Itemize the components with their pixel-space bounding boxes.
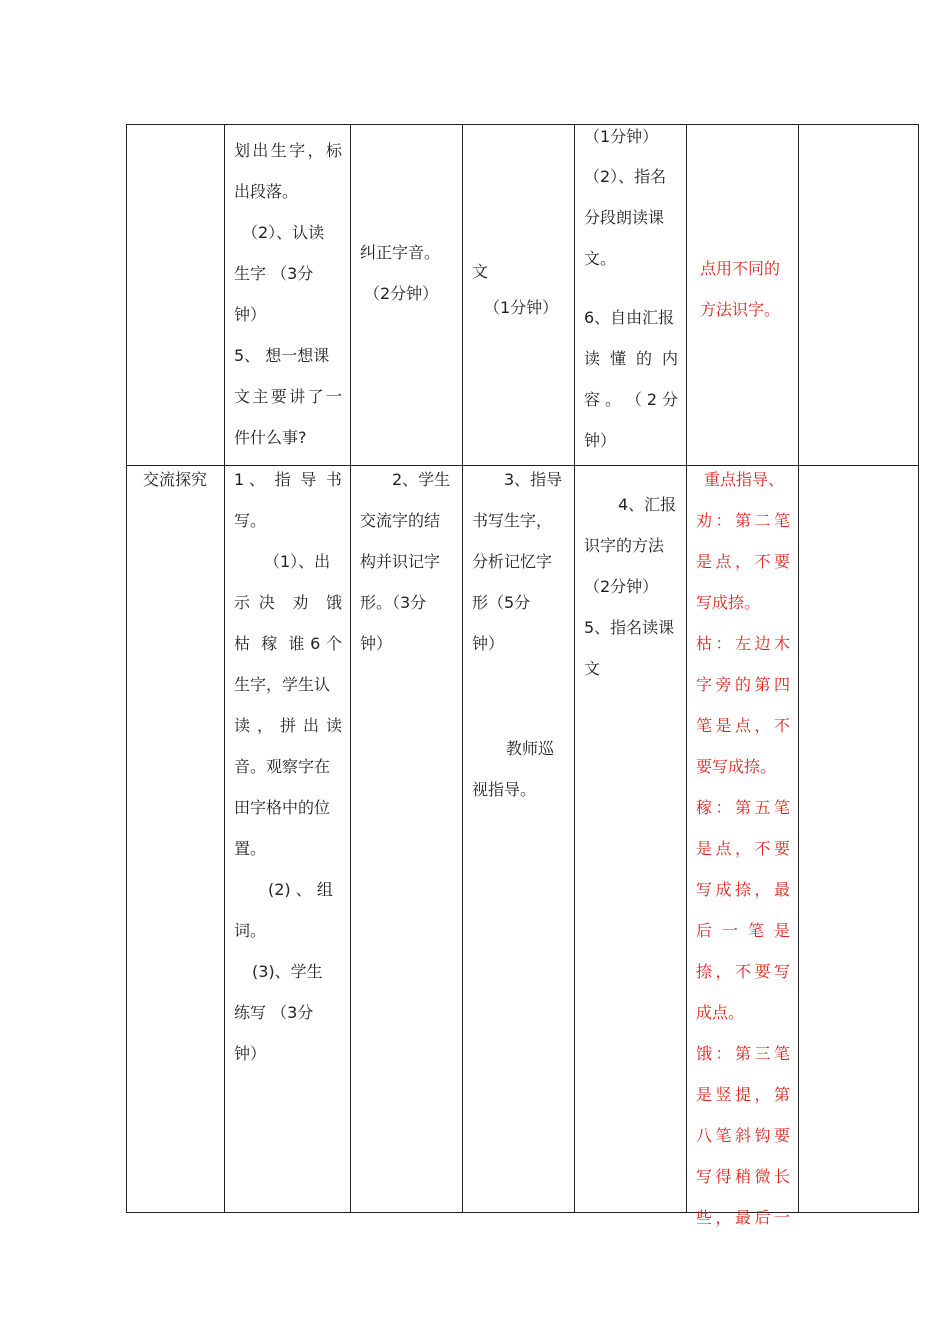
cell-line: 是 点 ， 不 要 (696, 839, 790, 858)
cell-line: 是 竖 提 ， 第 (696, 1085, 790, 1104)
cell-line: 4、汇报 (618, 495, 677, 514)
cell-line: 文。 (584, 249, 617, 268)
cell-line: 劝 ： 第 二 笔 (696, 511, 790, 530)
cell-line: 构并识记字 (360, 552, 441, 571)
cell-line: （2分钟） (364, 284, 439, 303)
cell-line: 形（5分 (472, 593, 531, 612)
row2-col3-cell (360, 459, 456, 664)
cell-line: （1分钟） (484, 298, 559, 317)
cell-line: 八 笔 斜 钩 要 (696, 1126, 790, 1145)
cell-line: 后 一 笔 是 (696, 921, 790, 940)
cell-line: 视指导。 (472, 780, 537, 799)
row1-col2-cell (234, 130, 342, 458)
cell-line: 钟） (234, 1044, 267, 1063)
column-divider (686, 124, 687, 1213)
column-divider (224, 124, 225, 1213)
cell-line: 钟） (472, 634, 505, 653)
column-divider (126, 124, 127, 1213)
cell-line: 生字 （3分 (234, 264, 314, 283)
cell-line: 捺 ， 不 要 写 (696, 962, 790, 981)
cell-line: 纠正字音。 (360, 243, 441, 262)
cell-line: 教师巡 (506, 739, 555, 758)
cell-line: 钟） (360, 634, 393, 653)
cell-line: 分析记忆字 (472, 552, 553, 571)
cell-line: （2分钟） (584, 577, 659, 596)
cell-line: (3)、学生 (252, 962, 323, 981)
cell-line: 5、 想一想课 (234, 346, 330, 365)
cell-line: 要写成捺。 (696, 757, 777, 776)
table-border-top (126, 124, 919, 125)
cell-line: 笔 是 点 ， 不 (696, 716, 790, 735)
cell-line: (2) 、 组 (268, 880, 333, 899)
row1-col3-cell (360, 232, 456, 314)
cell-line: （2）、指名 (584, 167, 667, 186)
table-border-bottom (126, 1212, 919, 1213)
cell-line: 划 出 生 字 ， 标 (234, 141, 342, 160)
cell-line: 交流字的结 (360, 511, 441, 530)
cell-line: 3、指导 (504, 470, 563, 489)
cell-line: 书写生字， (472, 511, 553, 530)
cell-line: 方法识字。 (700, 300, 781, 319)
cell-line: 钟） (584, 431, 617, 450)
cell-line: 容 。 （ 2 分 (584, 390, 678, 409)
cell-line: 点用不同的 (700, 259, 781, 278)
cell-line: 字 旁 的 第 四 (696, 675, 790, 694)
cell-line: 1 、 指 导 书 (234, 470, 342, 489)
cell-line: 写成捺。 (696, 593, 761, 612)
column-divider (350, 124, 351, 1213)
column-divider (574, 124, 575, 1213)
cell-line: 枯 ： 左 边 木 (696, 634, 790, 653)
row1-col5-cell (584, 118, 678, 461)
cell-line: 置。 (234, 839, 267, 858)
cell-line: 音。观察字在 (234, 757, 331, 776)
cell-line: 出段落。 (234, 182, 299, 201)
cell-line: 田字格中的位 (234, 798, 331, 817)
cell-line: 饿 ： 第 三 笔 (696, 1044, 790, 1063)
cell-line: 2、学生 (392, 470, 451, 489)
cell-line: 6、自由汇报 (584, 308, 675, 327)
section-title: 交流探究 (143, 470, 208, 489)
cell-line: 示 决 劝 饿 (234, 593, 342, 612)
cell-line: 重点指导、 (704, 470, 785, 489)
cell-line: 成点。 (696, 1003, 745, 1022)
column-divider (918, 124, 919, 1213)
cell-line: 读 懂 的 内 (584, 349, 678, 368)
cell-line: （1）、出 (264, 552, 331, 571)
cell-line: 文 主 要 讲 了 一 (234, 387, 342, 406)
cell-line: 是 点 ， 不 要 (696, 552, 790, 571)
cell-line: 钟） (234, 305, 267, 324)
cell-line: 稼 ： 第 五 笔 (696, 798, 790, 817)
cell-line: 形。（3分 (360, 593, 427, 612)
row2-col2-cell (234, 459, 342, 1074)
cell-line: 文 (472, 262, 489, 281)
row2-col5-cell (584, 484, 680, 689)
cell-line: 枯 稼 谁 6 个 (234, 634, 342, 653)
cell-line: 写 得 稍 微 长 (696, 1167, 790, 1186)
row1-col6-cell (700, 248, 794, 330)
cell-line: 件什么事? (234, 428, 307, 447)
row2-col6-cell (696, 459, 790, 1227)
cell-line: 生字，学生认 (234, 675, 331, 694)
cell-line: 练写 （3分 (234, 1003, 314, 1022)
cell-line: 词。 (234, 921, 267, 940)
cell-line: 写。 (234, 511, 267, 530)
column-divider (462, 124, 463, 1213)
row2-col1-cell (143, 459, 223, 500)
cell-line: 分段朗读课 (584, 208, 665, 227)
row1-col4-cell (472, 251, 568, 328)
cell-line: 5、指名读课 (584, 618, 675, 637)
row2-col4-cell (472, 459, 568, 810)
cell-line: （1分钟） (584, 127, 659, 146)
cell-line: 些 ， 最 后 一 (696, 1208, 790, 1227)
cell-line: 读 ， 拼 出 读 (234, 716, 342, 735)
cell-line: （2）、认读 (242, 223, 325, 242)
cell-line: 识字的方法 (584, 536, 665, 555)
cell-line: 写 成 捺 ， 最 (696, 880, 790, 899)
cell-line: 文 (584, 659, 601, 678)
column-divider (798, 124, 799, 1213)
